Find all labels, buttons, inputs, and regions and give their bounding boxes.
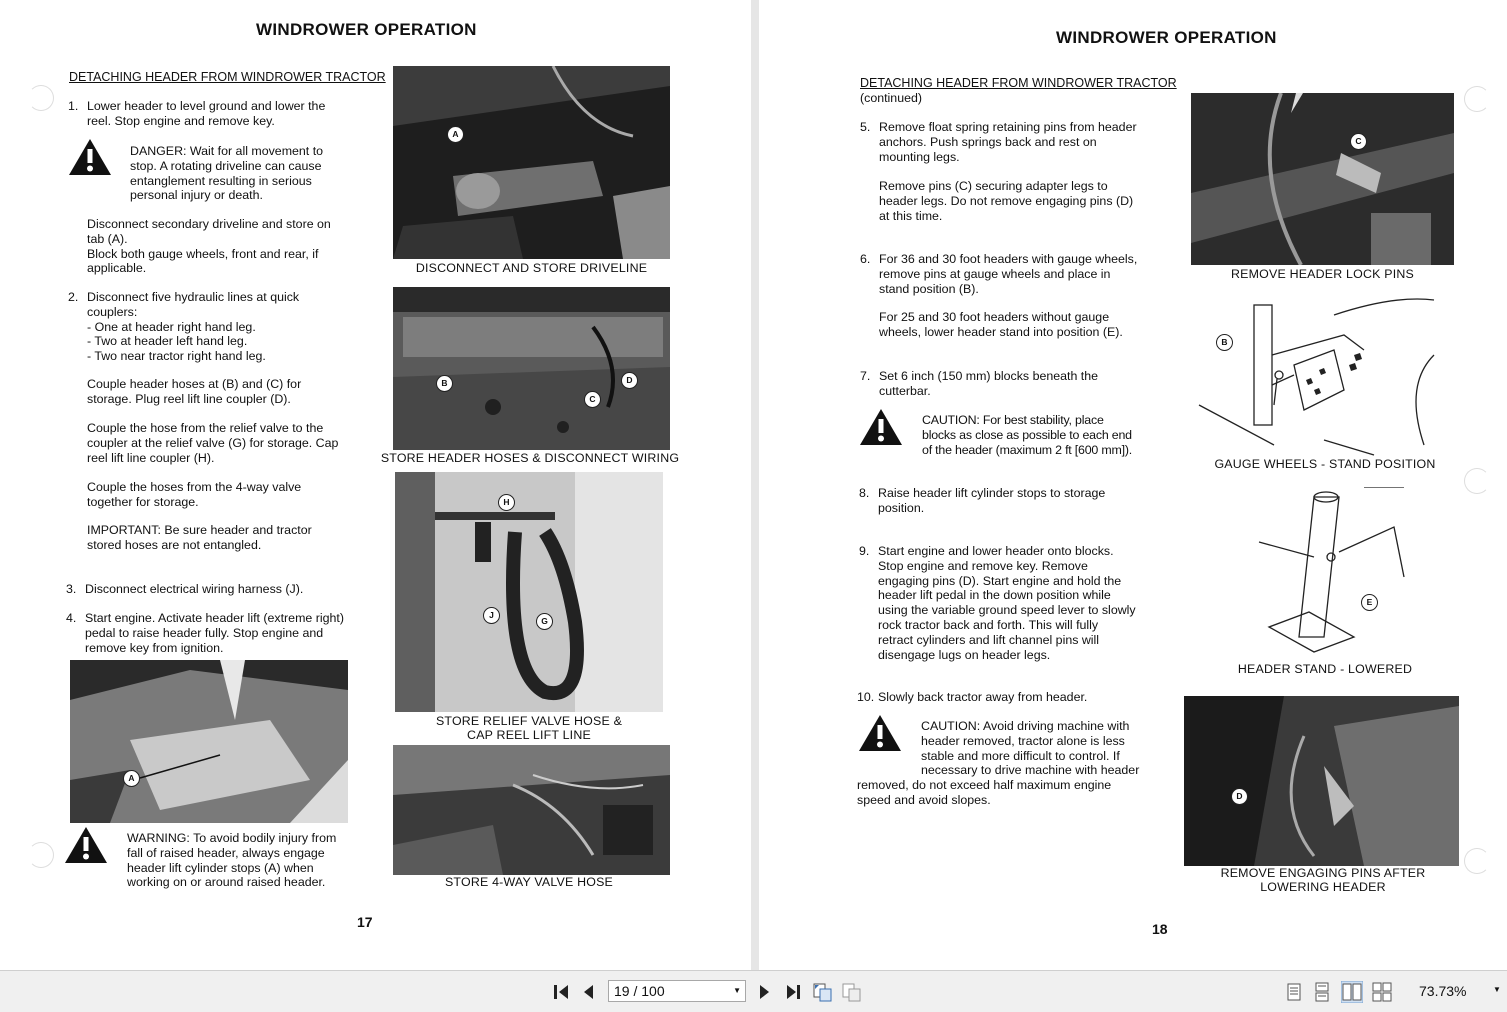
warning-note: WARNING: To avoid bodily injury from fall of raised header, always engage header lift cylinder stops (A) when working on or around raised header. xyxy=(127,831,337,890)
callout-label: J xyxy=(483,607,500,624)
caution-note: CAUTION: Avoid driving machine with header removed, tractor alone is less stable and more difficult to control. If necessary to drive machine with header xyxy=(921,719,1140,778)
photo-illustration xyxy=(70,660,348,823)
photo-illustration xyxy=(393,66,670,259)
photo-caption: STORE RELIEF VALVE HOSE & CAP REEL LIFT LINE xyxy=(435,714,623,742)
next-page-icon[interactable] xyxy=(753,981,775,1003)
fit-width-icon[interactable] xyxy=(841,981,863,1003)
binder-hole xyxy=(1464,848,1490,874)
step-9: 9. Start engine and lower header onto blocks. Stop engine and remove key. Remove engaging pins (D). Start engine and hold the header lift pedal in the down position while using the variable ground speed lever to slowly rock tractor back and forth. This will fully retract cylinders and lift channel pins will disengage lugs on header legs. xyxy=(859,544,1136,662)
caution-note-cont: removed, do not exceed half maximum engine speed and avoid slopes. xyxy=(857,778,1112,807)
step-8: 8. Raise header lift cylinder stops to storage position. xyxy=(859,486,1106,515)
single-page-view-icon[interactable] xyxy=(1283,981,1305,1003)
step-1: 1. Lower header to level ground and lower the reel. Stop engine and remove key. xyxy=(68,99,326,128)
callout-label: B xyxy=(1216,334,1233,351)
photo-illustration xyxy=(393,745,670,875)
diagram-illustration xyxy=(1194,295,1456,457)
warning-triangle-icon xyxy=(859,407,903,447)
step-5: 5. Remove float spring retaining pins from header anchors. Push springs back and rest on mounting legs. xyxy=(860,120,1137,164)
facing-view-icon[interactable] xyxy=(1341,981,1363,1003)
binder-hole xyxy=(28,842,54,868)
viewer-toolbar xyxy=(0,970,1507,1012)
callout-label: D xyxy=(1231,788,1248,805)
photo-header-lock-pins xyxy=(1191,93,1454,265)
step-10: 10. Slowly back tractor away from header. xyxy=(857,690,1088,704)
photo-illustration xyxy=(395,472,663,712)
callout-label: C xyxy=(1350,133,1367,150)
page-18 xyxy=(759,0,1507,970)
paragraph: Remove pins (C) securing adapter legs to header legs. Do not remove engaging pins (D) at this time. xyxy=(879,179,1134,223)
callout-label: A xyxy=(447,126,464,143)
step-2: 2. Disconnect five hydraulic lines at quick couplers: - One at header right hand leg. - Two at header left hand leg. - Two near tractor right hand leg. xyxy=(68,290,300,364)
warning-triangle-icon xyxy=(64,825,108,865)
section-continued: (continued) xyxy=(860,91,922,105)
photo-relief-valve xyxy=(395,472,663,712)
step-3: 3. Disconnect electrical wiring harness (J). xyxy=(66,582,304,596)
diagram-gauge-wheels xyxy=(1194,295,1456,457)
continuous-facing-view-icon[interactable] xyxy=(1371,981,1393,1003)
zoom-level[interactable]: 73.73% xyxy=(1419,983,1467,999)
last-page-icon[interactable] xyxy=(782,981,804,1003)
paragraph: Couple the hoses from the 4-way valve together for storage. xyxy=(87,480,302,509)
callout-label: C xyxy=(584,391,601,408)
warning-triangle-icon xyxy=(858,713,902,753)
continuous-view-icon[interactable] xyxy=(1311,981,1333,1003)
diagram-illustration xyxy=(1254,487,1414,657)
page-17 xyxy=(0,0,751,970)
warning-triangle-icon xyxy=(68,137,112,177)
photo-caption: REMOVE HEADER LOCK PINS xyxy=(1231,267,1414,281)
section-heading: DETACHING HEADER FROM WINDROWER TRACTOR xyxy=(69,70,386,84)
page-number: 17 xyxy=(357,914,373,930)
binder-hole xyxy=(1464,468,1490,494)
photo-4way-valve xyxy=(393,745,670,875)
photo-cylinder-stops xyxy=(70,660,348,823)
step-6: 6. For 36 and 30 foot headers with gauge wheels, remove pins at gauge wheels and place in stand position (B). xyxy=(860,252,1138,296)
photo-hoses xyxy=(393,287,670,450)
callout-label: B xyxy=(436,375,453,392)
chevron-down-icon[interactable]: ▼ xyxy=(1493,985,1501,994)
paragraph: Couple header hoses at (B) and (C) for storage. Plug reel lift line coupler (D). xyxy=(87,377,302,406)
page-number-input[interactable]: 19 / 100 ▼ xyxy=(608,980,746,1002)
chevron-down-icon[interactable]: ▼ xyxy=(733,986,741,995)
first-page-icon[interactable] xyxy=(551,981,573,1003)
paragraph: Couple the hose from the relief valve to the coupler at the relief valve (G) for storage. Cap reel lift line coupler (H). xyxy=(87,421,339,465)
binder-hole xyxy=(28,85,54,111)
callout-label: A xyxy=(123,770,140,787)
paragraph: For 25 and 30 foot headers without gauge wheels, lower header stand into position (E). xyxy=(879,310,1123,339)
photo-caption: HEADER STAND - LOWERED xyxy=(1237,662,1413,676)
fit-page-icon[interactable] xyxy=(812,981,834,1003)
important-note: IMPORTANT: Be sure header and tractor stored hoses are not entangled. xyxy=(87,523,312,552)
callout-label: D xyxy=(621,372,638,389)
photo-caption: DISCONNECT AND STORE DRIVELINE xyxy=(415,261,648,275)
page-title: WINDROWER OPERATION xyxy=(1056,28,1277,47)
photo-engaging-pins xyxy=(1184,696,1459,866)
callout-label: H xyxy=(498,494,515,511)
section-heading: DETACHING HEADER FROM WINDROWER TRACTOR xyxy=(860,76,1177,90)
page-number: 18 xyxy=(1152,921,1168,937)
callout-label: G xyxy=(536,613,553,630)
diagram-header-stand xyxy=(1254,487,1414,657)
page-gap xyxy=(751,0,759,970)
step-7: 7. Set 6 inch (150 mm) blocks beneath the cutterbar. xyxy=(860,369,1099,398)
caution-note: CAUTION: For best stability, place blocks as close as possible to each end of the header (maximum 2 ft [600 mm]). xyxy=(922,413,1133,457)
page-title: WINDROWER OPERATION xyxy=(256,20,477,39)
photo-caption: REMOVE ENGAGING PINS AFTER LOWERING HEADER xyxy=(1220,866,1426,894)
binder-hole xyxy=(1464,86,1490,112)
photo-illustration xyxy=(393,287,670,450)
photo-caption: GAUGE WHEELS - STAND POSITION xyxy=(1214,457,1436,471)
photo-caption: STORE HEADER HOSES & DISCONNECT WIRING xyxy=(380,451,680,465)
paragraph: Disconnect secondary driveline and store on tab (A). Block both gauge wheels, front and rear, if applicable. xyxy=(87,217,331,276)
photo-illustration xyxy=(1191,93,1454,265)
prev-page-icon[interactable] xyxy=(578,981,600,1003)
photo-caption: STORE 4-WAY VALVE HOSE xyxy=(444,875,614,889)
danger-note: DANGER: Wait for all movement to stop. A rotating driveline can cause entanglement resulting in serious personal injury or death. xyxy=(130,144,324,203)
photo-driveline xyxy=(393,66,670,259)
photo-illustration xyxy=(1184,696,1459,866)
step-4: 4. Start engine. Activate header lift (extreme right) pedal to raise header fully. Stop engine and remove key from ignition. xyxy=(66,611,344,655)
callout-label: E xyxy=(1361,594,1378,611)
